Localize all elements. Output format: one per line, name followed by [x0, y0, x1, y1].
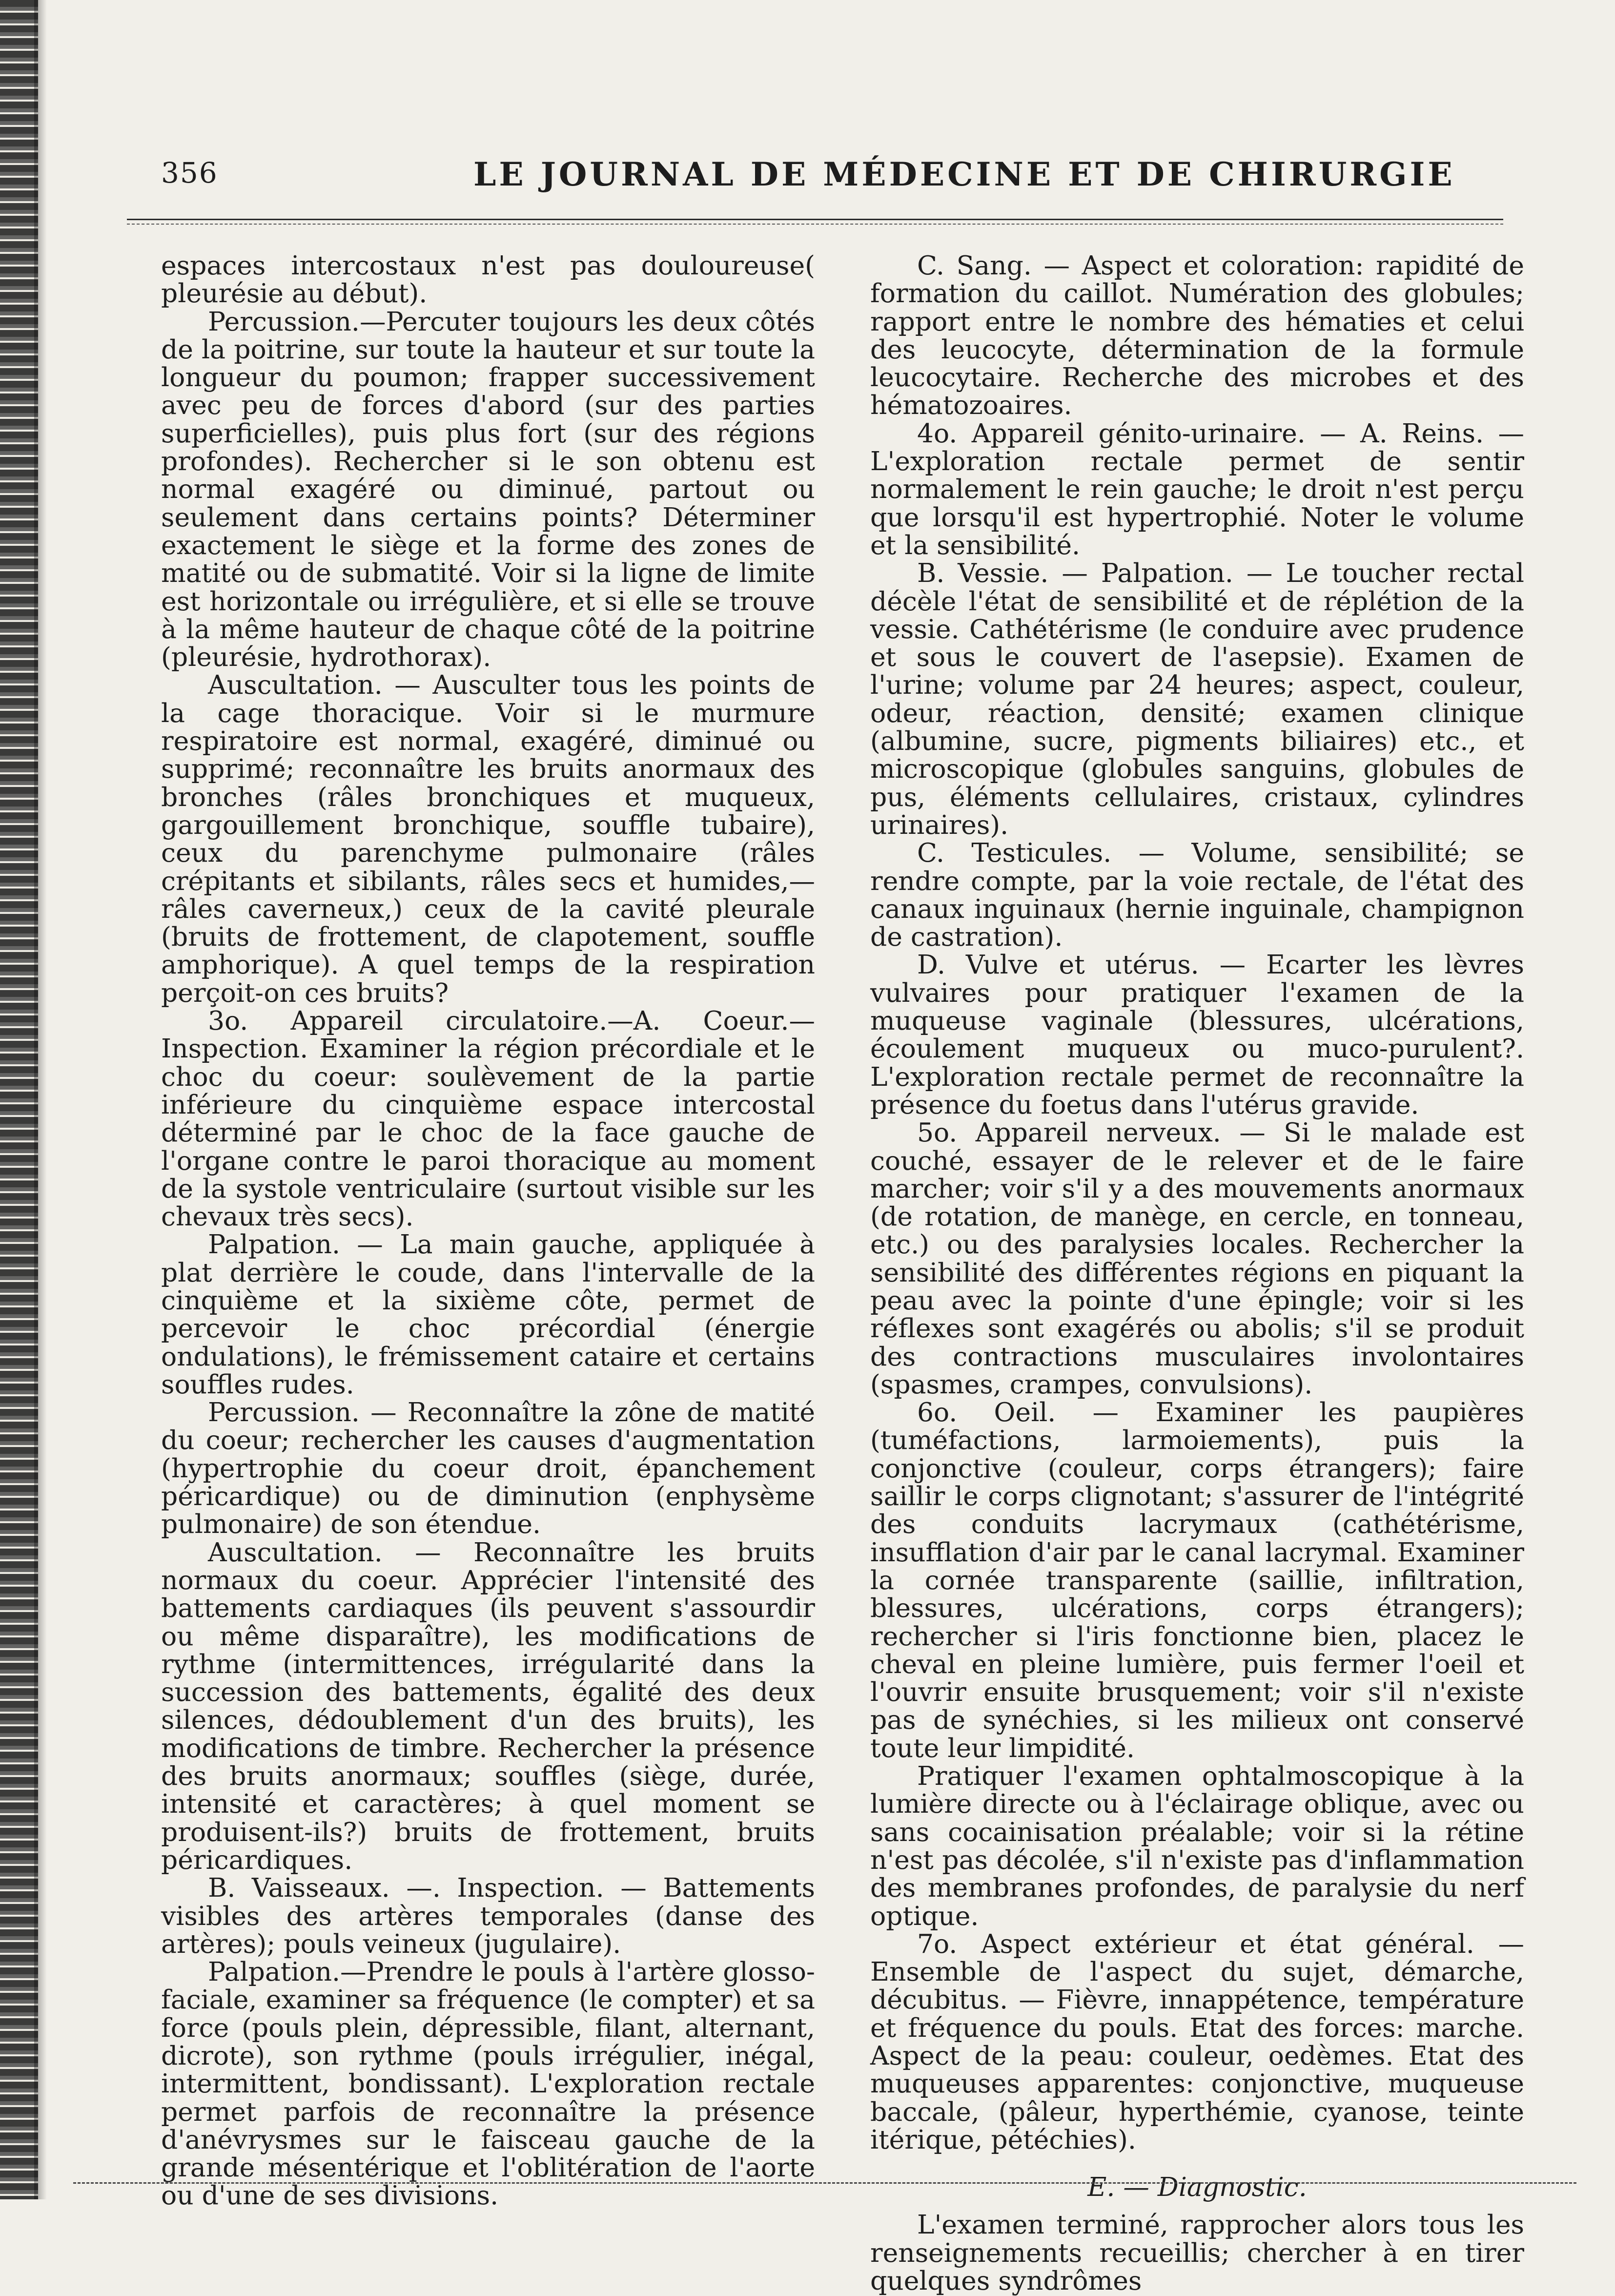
- header-rule: [127, 219, 1503, 225]
- journal-title: LE JOURNAL DE MÉDECINE ET DE CHIRURGIE: [473, 155, 1455, 193]
- running-head: [161, 146, 1533, 200]
- bottom-edge: [73, 2182, 1576, 2187]
- binding-edge: [0, 0, 38, 2199]
- paragraph: Auscultation. — Reconnaître les bruits normaux du coeur. Apprécier l'intensité des battements cardiaques (ils peuvent s'assourdir ou même disparaître), les modifications de rythme (intermittences, irrégularité dans la succession des battements, égalité des deux silences, dédoublement d'un des bruits), les modifications de timbre. Rechercher la présence des bruits anormaux; souffles (siège, durée, intensité et caractères; à quel moment se produisent-ils?) bruits de frottement, bruits péricardiques.: [161, 1536, 815, 1875]
- right-column: [870, 251, 1524, 2295]
- paragraph: Pratiquer l'examen ophtalmoscopique à la lumière directe ou à l'éclairage oblique, avec ou sans cocainisation préalable; voir si la rétine n'est pas décolée, s'il n'existe pas d'inflammation des membranes profondes, de paralysie du nerf optique.: [870, 1760, 1524, 1931]
- closing-paragraph: L'examen terminé, rapprocher alors tous les renseignements recueillis; chercher à en tirer quelques syndrômes: [870, 2209, 1524, 2296]
- left-column: [161, 251, 815, 2210]
- section-heading: E. — Diagnostic.: [1087, 2172, 1307, 2203]
- paragraph: 5o. Appareil nerveux. — Si le malade est couché, essayer de le relever et de le faire marcher; voir s'il y a des mouvements anormaux (de rotation, de manège, en cercle, en tonneau, etc.) ou des paralysies locales. Rechercher la sensibilité des différentes régions en piquant la peau avec la pointe d'une épingle; voir si les réflexes sont exagérés ou abolis; s'il se produit des contractions musculaires involontaires (spasmes, crampes, convulsions).: [870, 1117, 1524, 1400]
- paragraph: Palpation. — La main gauche, appliquée à plat derrière le coude, dans l'intervalle de la cinquième et la sixième côte, permet de percevoir le choc précordial (énergie ondulations), le frémissement cataire et certains souffles rudes.: [161, 1229, 815, 1400]
- paragraph: Percussion.—Percuter toujours les deux côtés de la poitrine, sur toute la hauteur et sur toute la longueur du poumon; frapper successivement avec peu de forces d'abord (sur des parties superficielles), puis plus fort (sur des régions profondes). Rechercher si le son obtenu est normal exagéré ou diminué, partout ou seulement dans certains points? Déterminer exactement le siège et la forme des zones de matité ou de submatité. Voir si la ligne de limite est horizontale ou irrégulière, et si elle se trouve à la même hauteur de chaque côté de la poitrine (pleurésie, hydrothorax).: [161, 306, 815, 673]
- paragraph: B. Vaisseaux. —. Inspection. — Battements visibles des artères temporales (danse des artères); pouls veineux (jugulaire).: [161, 1872, 815, 1959]
- page-number: 356: [161, 156, 218, 189]
- paragraph: D. Vulve et utérus. — Ecarter les lèvres vulvaires pour pratiquer l'examen de la muqueuse vaginale (blessures, ulcérations, écoulement muqueux ou muco-purulent?. L'exploration rectale permet de reconnaître la présence du foetus dans l'utérus gravide.: [870, 949, 1524, 1120]
- paragraph: B. Vessie. — Palpation. — Le toucher rectal décèle l'état de sensibilité et de réplétion de la vessie. Cathétérisme (le conduire avec prudence et sous le couvert de l'asepsie). Examen de l'urine; volume par 24 heures; aspect, couleur, odeur, réaction, densité; examen clinique (albumine, sucre, pigments biliaires) etc., et microscopique (globules sanguins, globules de pus, éléments cellulaires, cristaux, cylindres urinaires).: [870, 558, 1524, 840]
- paragraph: espaces intercostaux n'est pas douloureuse( pleurésie au début).: [161, 250, 815, 309]
- paragraph: Palpation.—Prendre le pouls à l'artère glosso-faciale, examiner sa fréquence (le compter) et sa force (pouls plein, dépressible, filant, alternant, dicrote), son rythme (pouls irrégulier, inégal, intermittent, bondissant). L'exploration rectale permet parfois de reconnaître la présence d'anévrysmes sur le faisceau gauche de la grande mésentérique et l'oblitération de l'aorte ou d'une de ses divisions.: [161, 1956, 815, 2211]
- paragraph: 6o. Oeil. — Examiner les paupières (tuméfactions, larmoiements), puis la conjonctive (couleur, corps étrangers); faire saillir le corps clignotant; s'assurer de l'intégrité des conduits lacrymaux (cathétérisme, insufflation d'air par le canal lacrymal. Examiner la cornée transparente (saillie, infiltration, blessures, ulcérations, corps étrangers); rechercher si l'iris fonctionne bien, placez le cheval en pleine lumière, puis fermer l'oeil et l'ouvrir ensuite brusquement; voir s'il n'existe pas de synéchies, si les milieux ont conservé toute leur limpidité.: [870, 1397, 1524, 1763]
- paragraph: C. Sang. — Aspect et coloration: rapidité de formation du caillot. Numération des globules; rapport entre le nombre des hématies et celui des leucocyte, détermination de la formule leucocytaire. Recherche des microbes et des hématozoaires.: [870, 250, 1524, 421]
- paragraph: 4o. Appareil génito-urinaire. — A. Reins. — L'exploration rectale permet de sentir normalement le rein gauche; le droit n'est perçu que lorsqu'il est hypertrophié. Noter le volume et la sensibilité.: [870, 417, 1524, 560]
- paragraph: C. Testicules. — Volume, sensibilité; se rendre compte, par la voie rectale, de l'état des canaux inguinaux (hernie inguinale, champignon de castration).: [870, 837, 1524, 952]
- paragraph: 7o. Aspect extérieur et état général. — Ensemble de l'aspect du sujet, démarche, décubitus. — Fièvre, innappétence, température et fréquence du pouls. Etat des forces: marche. Aspect de la peau: couleur, oedèmes. Etat des muqueuses apparentes: conjonctive, muqueuse baccale, (pâleur, hyperthémie, cyanose, teinte itérique, pétéchies).: [870, 1928, 1524, 2155]
- binding-shadow: [34, 0, 47, 2199]
- paragraph: Percussion. — Reconnaître la zône de matité du coeur; rechercher les causes d'augmentation (hypertrophie du coeur droit, épanchement péricardique) ou de diminution (enphysème pulmonaire) de son étendue.: [161, 1397, 815, 1540]
- paragraph: 3o. Appareil circulatoire.—A. Coeur.—Inspection. Examiner la région précordiale et le choc du coeur: soulèvement de la partie inférieure du cinquième espace intercostal déterminé par le choc de la face gauche de l'organe contre le paroi thoracique au moment de la systole ventriculaire (surtout visible sur les chevaux très secs).: [161, 1005, 815, 1232]
- paragraph: Auscultation. — Ausculter tous les points de la cage thoracique. Voir si le murmure respiratoire est normal, exagéré, diminué ou supprimé; reconnaître les bruits anormaux des bronches (râles bronchiques et muqueux, gargouillement bronchique, souffle tubaire), ceux du parenchyme pulmonaire (râles crépitants et sibilants, râles secs et humides,—râles caverneux,) ceux de la cavité pleurale (bruits de frottement, de clapotement, souffle amphorique). A quel temps de la respiration perçoit-on ces bruits?: [161, 669, 815, 1008]
